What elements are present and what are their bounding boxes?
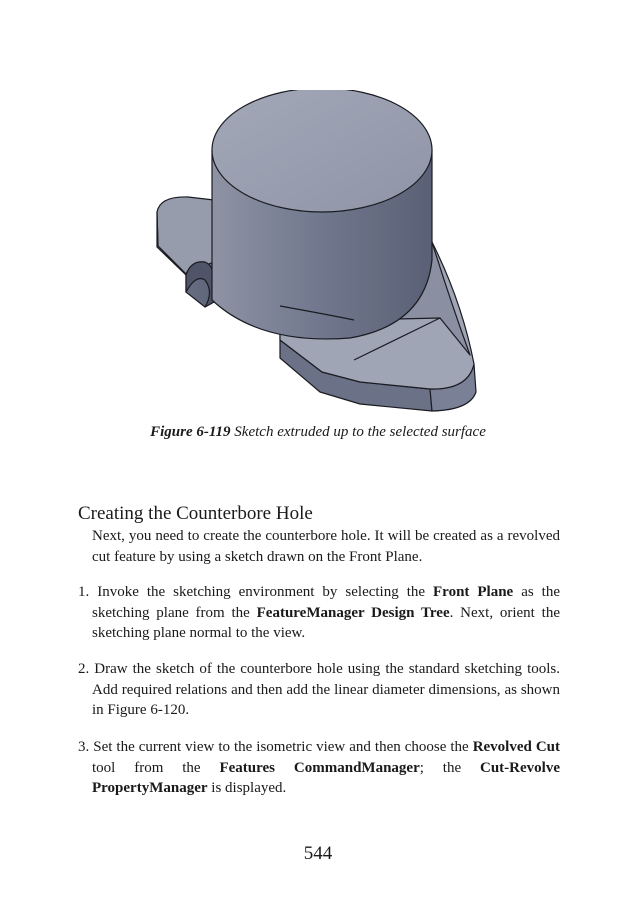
step-1-bold-1: Front Plane xyxy=(433,584,514,600)
step-1-text-1: 1. Invoke the sketching environment by selecting the xyxy=(78,584,434,600)
step-3-text-1: 3. Set the current view to the isometric view and then choose the xyxy=(78,739,473,755)
step-1 xyxy=(78,582,560,644)
page-number: 544 xyxy=(303,843,333,864)
figure-caption-text: Sketch extruded up to the selected surface xyxy=(230,424,486,440)
step-1-bold-2: FeatureManager Design Tree xyxy=(256,604,450,621)
step-3-text-4: is displayed. xyxy=(207,780,287,796)
figure-label: Figure 6-119 xyxy=(150,424,231,440)
intro-paragraph: Next, you need to create the counterbore hole. It will be created as a revolved cut feature by using a sketch drawn on the Front Plane. xyxy=(92,528,560,565)
step-3-bold-3: Cut-Revolve PropertyManager xyxy=(92,759,560,796)
cylinder-top xyxy=(212,90,432,212)
figure-caption xyxy=(0,424,636,441)
extruded-part-figure xyxy=(150,90,485,420)
step-2 xyxy=(78,659,560,721)
step-3-bold-1: Revolved Cut xyxy=(472,739,561,755)
step-3-bold-2: Features CommandManager xyxy=(219,759,420,776)
step-3-text-2: tool from the xyxy=(92,759,220,776)
step-3-text-3: ; the xyxy=(419,759,480,776)
step-1-text-3: . Next, orient the sketching plane normal to the view. xyxy=(92,604,560,641)
step-3 xyxy=(78,737,560,799)
step-1-text-2: as the sketching plane from the xyxy=(92,584,560,621)
section-heading: Creating the Counterbore Hole xyxy=(78,503,313,524)
step-2-text-1: 2. Draw the sketch of the counterbore hole using the standard sketching tools. Add required relations and then add the linear diameter dimensions, as shown in Figure 6-120. xyxy=(78,661,560,718)
